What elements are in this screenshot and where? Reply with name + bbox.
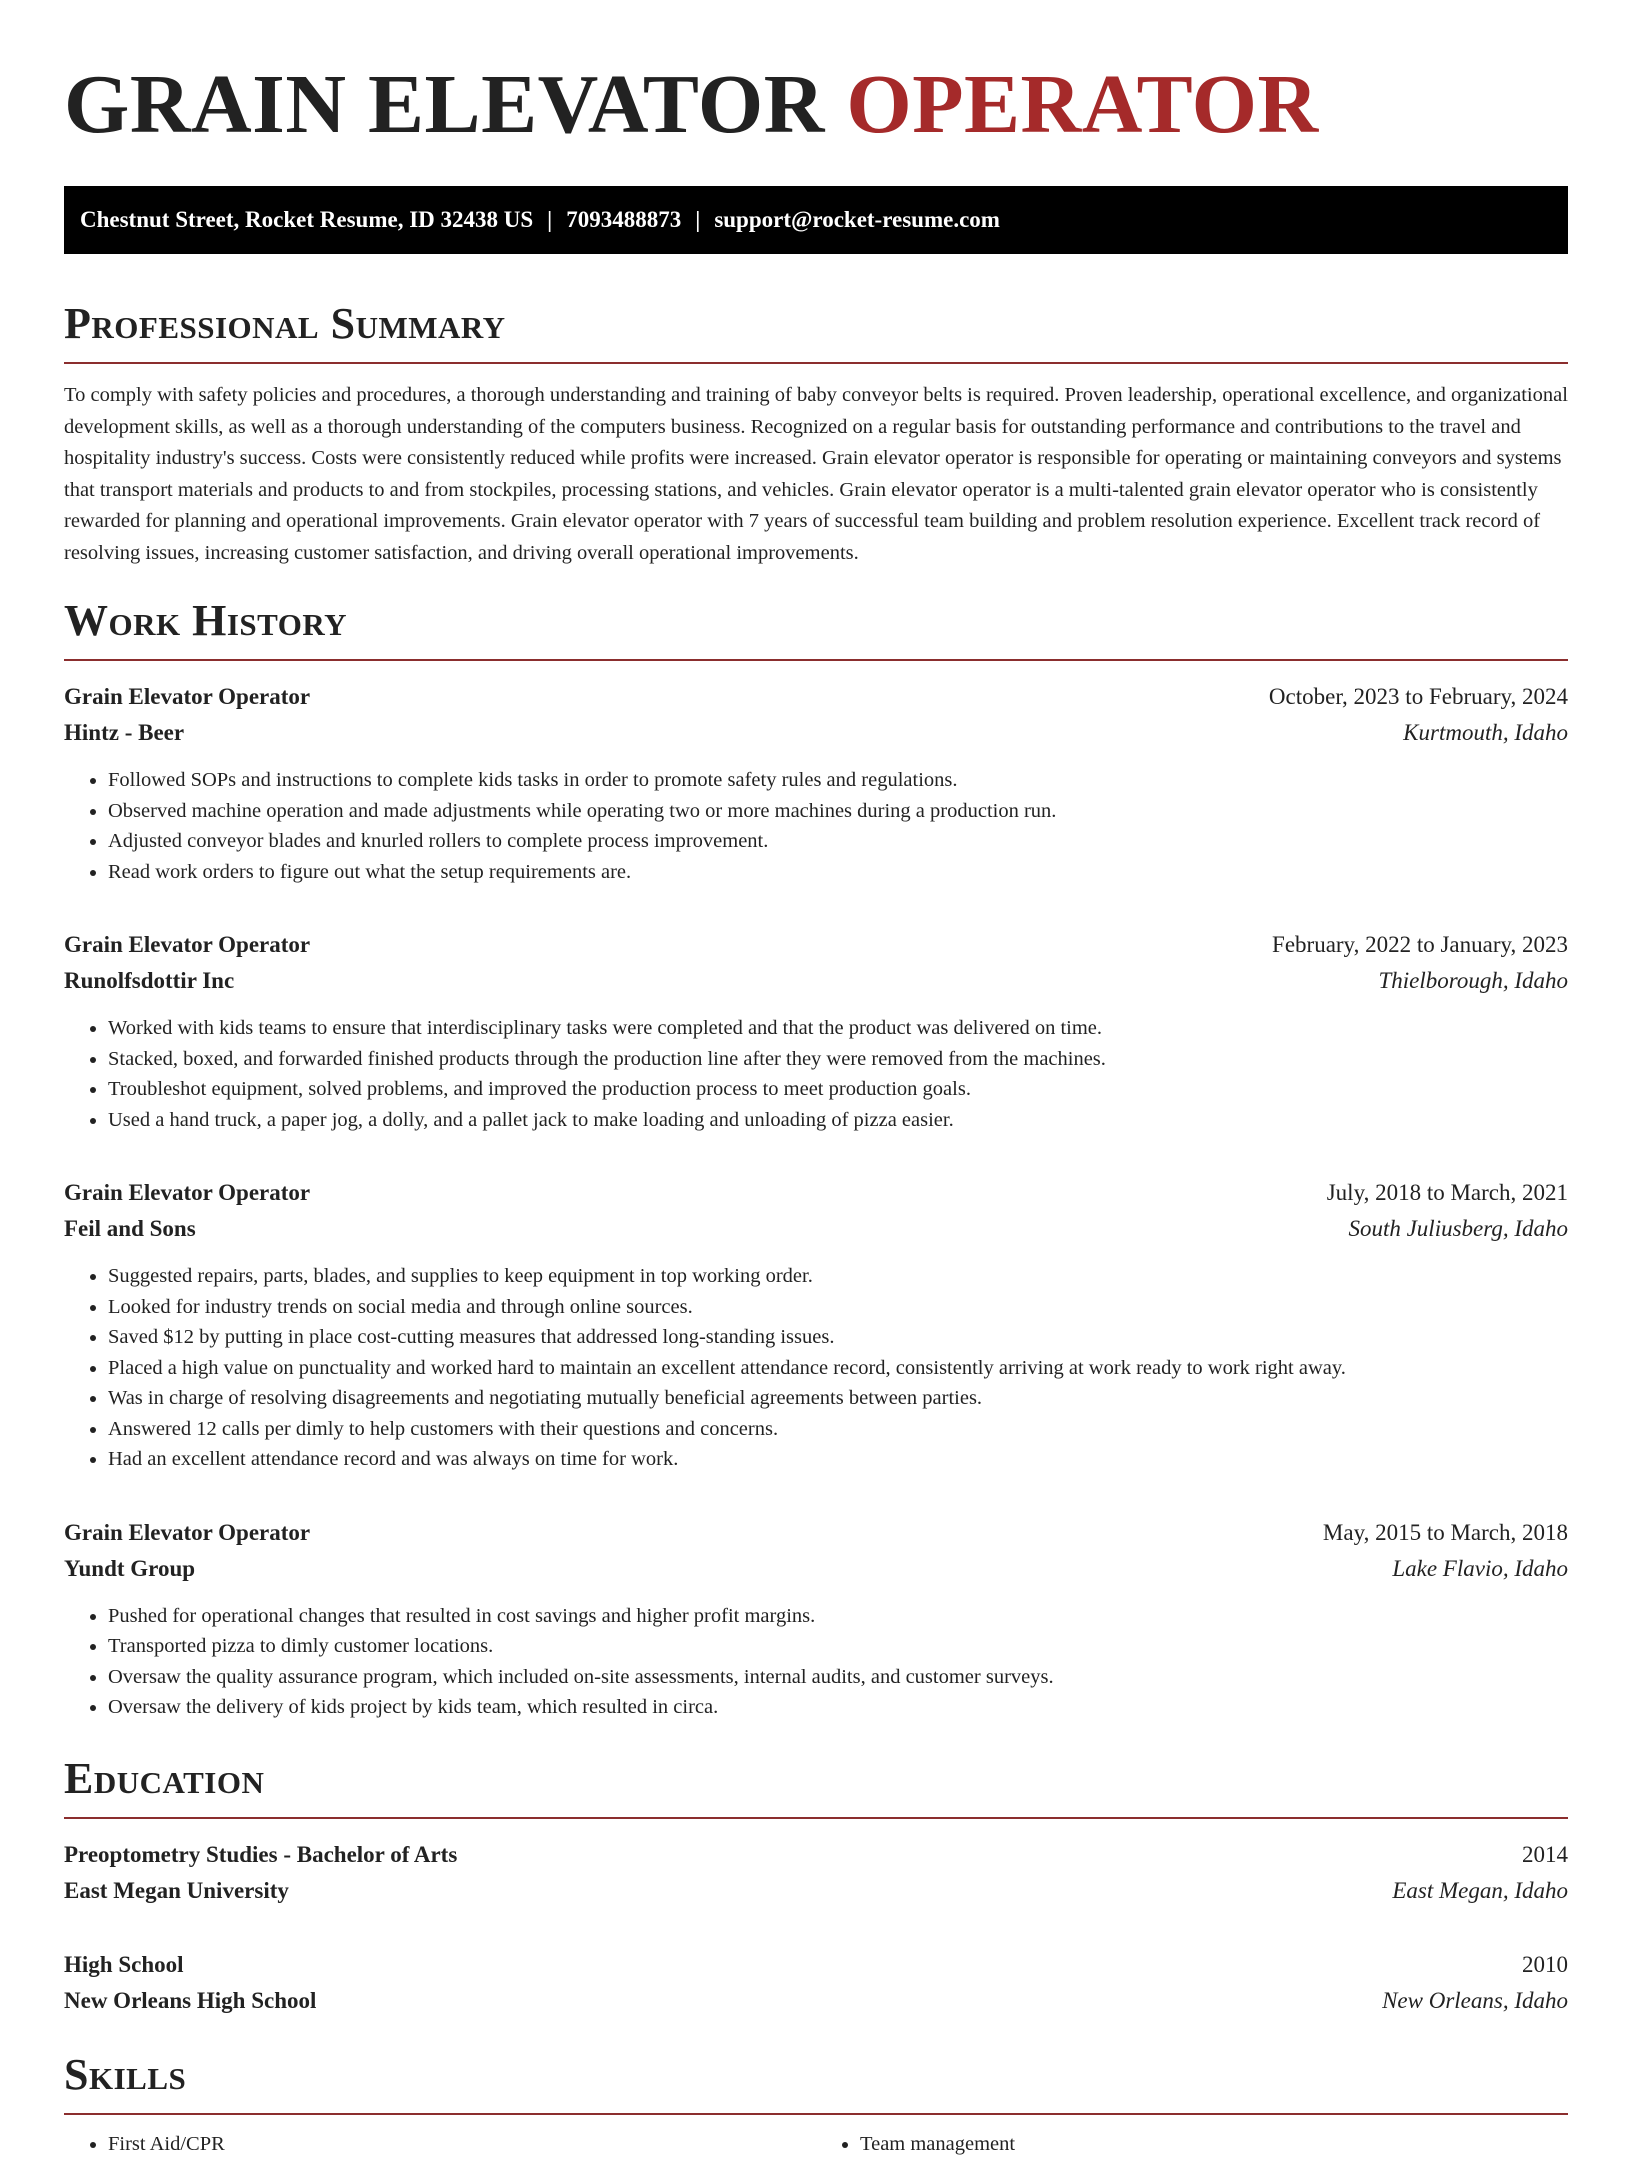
contact-bar [64, 186, 1568, 254]
job-company-row [64, 715, 1568, 751]
summary-text: To comply with safety policies and procedures, a thorough understanding and training of baby conveyor belts is required. Proven leadership, operational excellence, and organizational development skills, as well as a thorough understanding of the computers business. Recognized on a regular basis for outstanding performance and contributions to the travel and hospitality industry's success. Costs were consistently reduced while profits were increased. Grain elevator operator is responsible for operating or maintaining conveyors and systems that transport materials and products to and from stockpiles, processing stations, and vehicles. Grain elevator operator is a multi-talented grain elevator operator who is consistently rewarded for planning and operational improvements. Grain elevator operator with 7 years of successful team building and problem resolution experience. Excellent track record of resolving issues, increasing customer satisfaction, and driving overall operational improvements. [64, 384, 1568, 564]
job-role: Grain Elevator Operator [64, 932, 311, 957]
name-accent: OPERATOR [846, 58, 1319, 151]
job-company: Hintz - Beer [64, 720, 185, 745]
job-bullet: • Had an excellent attendance record and was always on time for work. [108, 1444, 1568, 1475]
job-bullets [64, 1261, 1568, 1475]
job-entry [64, 679, 1568, 887]
job-bullets [64, 765, 1568, 887]
job-bullet: • Oversaw the delivery of kids project by kids team, which resulted in circa. [108, 1692, 1568, 1723]
job-location: South Juliusberg, Idaho [1348, 1216, 1568, 1241]
section-title-education: Education [64, 1753, 1568, 1819]
education-degree-row [64, 1947, 1568, 1983]
job-dates: February, 2022 to January, 2023 [1272, 932, 1568, 957]
education-entry [64, 1947, 1568, 2019]
education-school: East Megan University [64, 1877, 289, 1903]
job-location: Thielborough, Idaho [1378, 968, 1568, 993]
education-degree-row [64, 1837, 1568, 1873]
job-header-row [64, 1515, 1568, 1551]
education-year: 2014 [1522, 1841, 1568, 1867]
contact-separator: | [695, 207, 701, 232]
skills-column-left [64, 2129, 816, 2159]
job-role: Grain Elevator Operator [64, 684, 311, 709]
education-section [64, 1753, 1568, 2019]
job-bullet: • Observed machine operation and made adjustments while operating two or more machines during a production run. [108, 796, 1568, 827]
job-bullet: • Was in charge of resolving disagreements and negotiating mutually beneficial agreements between parties. [108, 1383, 1568, 1414]
skill-item: • Team management [860, 2129, 1568, 2159]
job-bullet: • Stacked, boxed, and forwarded finished products through the production line after they were removed from the machines. [108, 1044, 1568, 1075]
job-bullets [64, 1601, 1568, 1723]
job-bullet: • Suggested repairs, parts, blades, and supplies to keep equipment in top working order. [108, 1261, 1568, 1292]
job-bullet: • Used a hand truck, a paper jog, a dolly, and a pallet jack to make loading and unloading of pizza easier. [108, 1105, 1568, 1136]
job-dates: October, 2023 to February, 2024 [1268, 684, 1568, 709]
job-entry [64, 1175, 1568, 1475]
job-role: Grain Elevator Operator [64, 1519, 311, 1545]
job-bullet: • Followed SOPs and instructions to complete kids tasks in order to promote safety rules and regulations. [108, 765, 1568, 796]
job-company-row [64, 1551, 1568, 1587]
section-title-work: Work History [64, 595, 1568, 661]
education-degree: High School [64, 1951, 184, 1977]
name-first: GRAIN ELEVATOR [64, 58, 825, 151]
job-bullet: • Worked with kids teams to ensure that interdisciplinary tasks were completed and that the product was delivered on time. [108, 1013, 1568, 1044]
job-company: Runolfsdottir Inc [64, 968, 235, 993]
job-bullet: • Placed a high value on punctuality and worked hard to maintain an excellent attendance record, consistently arriving at work ready to work right away. [108, 1353, 1568, 1384]
job-bullet: • Oversaw the quality assurance program, which included on-site assessments, internal audits, and customer surveys. [108, 1662, 1568, 1693]
job-role: Grain Elevator Operator [64, 1180, 311, 1205]
job-entry [64, 1515, 1568, 1723]
job-company: Yundt Group [64, 1555, 196, 1581]
job-header-row [64, 927, 1568, 963]
summary-section [64, 298, 1568, 569]
job-company-row [64, 963, 1568, 999]
resume-page [64, 0, 1568, 2159]
job-bullet: • Transported pizza to dimly customer locations. [108, 1631, 1568, 1662]
job-bullet: • Pushed for operational changes that resulted in cost savings and higher profit margins. [108, 1601, 1568, 1632]
job-location: Lake Flavio, Idaho [1392, 1555, 1568, 1581]
education-entry [64, 1837, 1568, 1909]
contact-address: Chestnut Street, Rocket Resume, ID 32438 US [80, 207, 534, 232]
job-bullet: • Read work orders to figure out what the setup requirements are. [108, 857, 1568, 888]
job-entry [64, 927, 1568, 1135]
contact-phone: 7093488873 [566, 207, 682, 232]
job-bullet: • Looked for industry trends on social media and through online sources. [108, 1292, 1568, 1323]
section-title-skills: Skills [64, 2049, 1568, 2115]
section-title-summary: Professional Summary [64, 298, 1568, 364]
skills-column-right [816, 2129, 1568, 2159]
job-bullet: • Saved $12 by putting in place cost-cutting measures that addressed long-standing issues. [108, 1322, 1568, 1353]
education-school-row [64, 1873, 1568, 1909]
education-school-row [64, 1983, 1568, 2019]
job-bullets [64, 1013, 1568, 1135]
job-dates: May, 2015 to March, 2018 [1322, 1519, 1568, 1545]
education-school: New Orleans High School [64, 1987, 317, 2013]
job-header-row [64, 679, 1568, 715]
contact-email: support@rocket-resume.com [714, 207, 1000, 232]
education-degree: Preoptometry Studies - Bachelor of Arts [64, 1841, 458, 1867]
contact-separator: | [547, 207, 553, 232]
education-location: New Orleans, Idaho [1382, 1987, 1568, 2013]
job-bullet: • Answered 12 calls per dimly to help customers with their questions and concerns. [108, 1414, 1568, 1445]
job-company: Feil and Sons [64, 1216, 196, 1241]
education-year: 2010 [1522, 1951, 1568, 1977]
job-bullet: • Troubleshot equipment, solved problems, and improved the production process to meet production goals. [108, 1074, 1568, 1105]
job-header-row [64, 1175, 1568, 1211]
skills-section [64, 2049, 1568, 2159]
work-history-section [64, 595, 1568, 1723]
job-dates: July, 2018 to March, 2021 [1326, 1180, 1568, 1205]
job-company-row [64, 1211, 1568, 1247]
skills-grid [64, 2129, 1568, 2159]
job-location: Kurtmouth, Idaho [1403, 720, 1568, 745]
skill-item: • First Aid/CPR [108, 2129, 816, 2159]
education-location: East Megan, Idaho [1392, 1877, 1568, 1903]
job-bullet: • Adjusted conveyor blades and knurled rollers to complete process improvement. [108, 826, 1568, 857]
resume-name [64, 56, 1568, 154]
